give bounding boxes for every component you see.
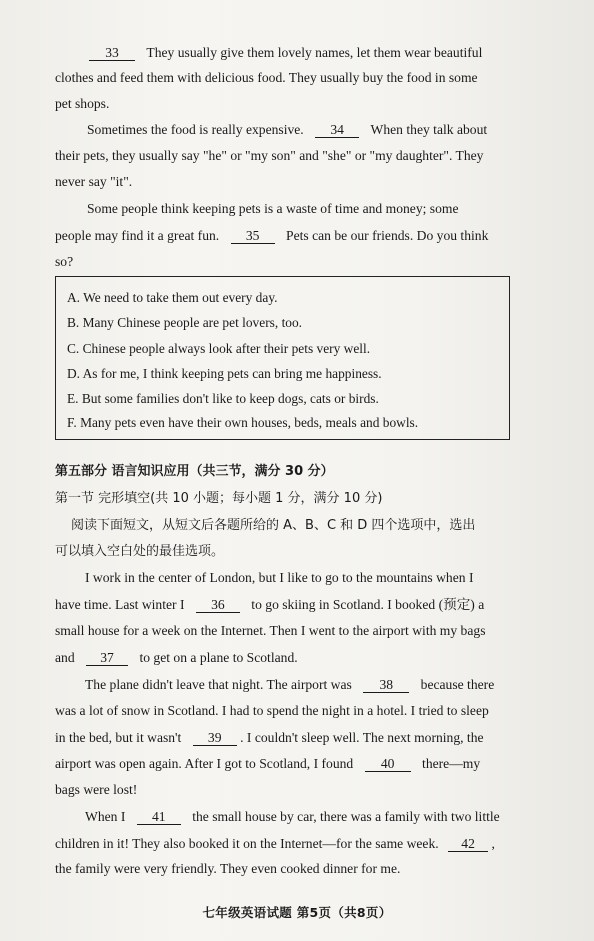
passage-text: The plane didn't leave that night. The airport was bbox=[85, 677, 352, 692]
passage-line bbox=[89, 44, 510, 62]
passage-text: airport was open again. After I got to Scotland, I found bbox=[55, 756, 354, 771]
blank-40: 40 bbox=[365, 757, 411, 772]
passage-line: so? bbox=[55, 254, 74, 269]
blank-39: 39 bbox=[193, 731, 237, 746]
passage-text: Sometimes the food is really expensive. bbox=[87, 122, 304, 137]
passage-line bbox=[55, 835, 510, 853]
passage-text: , bbox=[491, 836, 495, 851]
passage-text: because there bbox=[420, 677, 495, 692]
passage-line: bags were lost! bbox=[55, 782, 138, 797]
option-a: A. We need to take them out every day. bbox=[67, 290, 278, 305]
passage-line: was a lot of snow in Scotland. I had to spend the night in a hotel. I tried to sleep bbox=[55, 703, 489, 718]
option-d: D. As for me, I think keeping pets can bring me happiness. bbox=[67, 366, 382, 381]
passage-line bbox=[55, 729, 510, 747]
blank-36: 36 bbox=[196, 598, 240, 613]
passage-line: the family were very friendly. They even cooked dinner for me. bbox=[55, 861, 401, 876]
passage-line bbox=[87, 121, 510, 139]
passage-text: there—my bbox=[422, 756, 481, 771]
passage-text: people may find it a great fun. bbox=[55, 228, 220, 243]
passage-line: pet shops. bbox=[55, 96, 110, 111]
passage-line bbox=[55, 755, 510, 773]
passage-text: When I bbox=[85, 809, 126, 824]
passage-text: have time. Last winter I bbox=[55, 597, 185, 612]
instruction-line: 可以填入空白处的最佳选项。 bbox=[55, 544, 225, 559]
passage-text: the small house by car, there was a family with two little bbox=[192, 809, 500, 824]
passage-line bbox=[85, 676, 510, 694]
blank-41: 41 bbox=[137, 810, 181, 825]
option-c: C. Chinese people always look after their pets very well. bbox=[67, 341, 371, 356]
blank-42: 42 bbox=[448, 837, 488, 852]
instruction-line: 阅读下面短文，从短文后各题所给的 A、B、C 和 D 四个选项中，选出 bbox=[71, 518, 476, 533]
blank-35: 35 bbox=[231, 229, 275, 244]
passage-line: clothes and feed them with delicious food. They usually buy the food in some bbox=[55, 70, 478, 85]
passage-text: in the bed, but it wasn't bbox=[55, 730, 182, 745]
passage-text: . I couldn't sleep well. The next morning, the bbox=[240, 730, 484, 745]
passage-line: Some people think keeping pets is a waste of time and money; some bbox=[87, 201, 459, 216]
blank-37: 37 bbox=[86, 651, 128, 666]
page-footer: 七年级英语试题 第5页（共8页） bbox=[202, 905, 392, 920]
option-b: B. Many Chinese people are pet lovers, too. bbox=[67, 315, 303, 330]
blank-38: 38 bbox=[363, 678, 409, 693]
passage-text: When they talk about bbox=[370, 122, 488, 137]
part-title: 第五部分 语言知识应用（共三节，满分 30 分） bbox=[55, 464, 334, 479]
passage-line: I work in the center of London, but I like to go to the mountains when I bbox=[85, 570, 474, 585]
passage-line: their pets, they usually say "he" or "my son" and "she" or "my daughter". They bbox=[55, 148, 484, 163]
passage-line: small house for a week on the Internet. Then I went to the airport with my bags bbox=[55, 623, 486, 638]
passage-text: to go skiing in Scotland. I booked (预定) a bbox=[251, 597, 485, 612]
blank-34: 34 bbox=[315, 123, 359, 138]
passage-text: to get on a plane to Scotland. bbox=[139, 650, 298, 665]
option-e: E. But some families don't like to keep dogs, cats or birds. bbox=[67, 391, 379, 406]
option-f: F. Many pets even have their own houses, beds, meals and bowls. bbox=[67, 415, 419, 430]
section-subtitle: 第一节 完形填空(共 10 小题；每小题 1 分，满分 10 分) bbox=[55, 491, 383, 506]
passage-text: They usually give them lovely names, let them wear beautiful bbox=[146, 45, 483, 60]
passage-text: children in it! They also booked it on the Internet—for the same week. bbox=[55, 836, 439, 851]
passage-line: never say "it". bbox=[55, 174, 133, 189]
passage-line bbox=[55, 596, 510, 614]
passage-line bbox=[85, 808, 510, 826]
passage-line bbox=[55, 227, 510, 245]
passage-line bbox=[55, 649, 510, 667]
passage-text: Pets can be our friends. Do you think bbox=[286, 228, 489, 243]
blank-33: 33 bbox=[89, 46, 135, 61]
passage-text: and bbox=[55, 650, 75, 665]
